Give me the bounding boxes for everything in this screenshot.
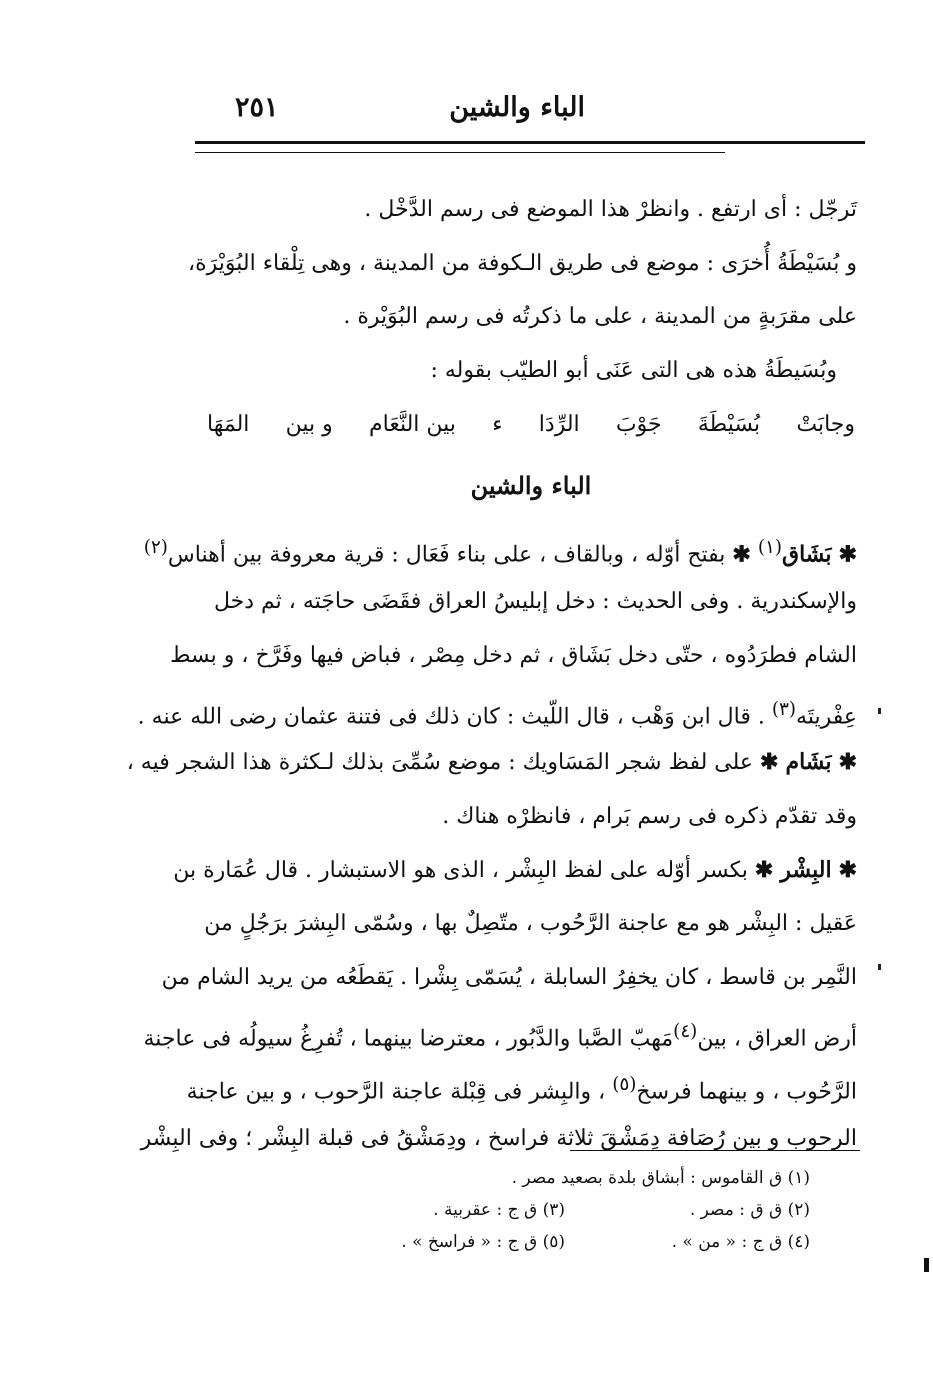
scan-speck <box>878 964 881 970</box>
entry-text: بفتح أوّله ، وبالقاف ، على بناء فَعَال : قرية معروفة بين أهناس <box>167 542 726 568</box>
entry-line <box>173 844 857 898</box>
verse-word: بين النَّعَام <box>369 411 456 437</box>
entry-line: عَقيل : البِشْر هو مع عاجنة الرَّحُوب ، متّصِلٌ بها ، وسُمّى البِشرَ برَجُلٍ من <box>204 911 857 937</box>
entry-headword: بَشَام <box>785 749 832 776</box>
entry-text: الرَّحُوب ، و بينهما فرسخ <box>636 1079 857 1105</box>
text-line: وبُسَيطَةُ هذه هى التى عَنَى أبو الطيّب بقوله : <box>430 358 837 384</box>
footnotes <box>320 1162 810 1258</box>
entry-line: الشام فطرَدُوه ، حتّى دخل بَشَاق ، ثم دخل مِصْر ، فباض فيها وفَرَّخ ، و بسط <box>170 642 857 668</box>
running-title: الباء والشين <box>449 92 585 123</box>
entry-text: أرض العراق ، بين <box>697 1025 857 1051</box>
entry-text: ، والبِشر فى قِبْلة عاجنة الرَّحوب ، و بين عاجنة <box>186 1079 606 1105</box>
entry-star-icon: ✱ <box>732 541 751 568</box>
entry-line <box>137 683 857 737</box>
entry-text: بكسر أوّله على لفظ البِشْر ، الذى هو الاستبشار . قال عُمَارة بن <box>173 857 748 883</box>
running-header <box>195 92 865 140</box>
page-number: ٢٥١ <box>235 92 279 123</box>
entry-line <box>126 736 857 790</box>
scan-speck <box>878 708 881 714</box>
entry-star-icon: ✱ <box>760 749 779 776</box>
footnote: (٥) ق ج : « فراسخ » . <box>401 1232 565 1252</box>
entry-star-icon: ✱ <box>838 856 857 883</box>
entry-line: الرحوب و بين رُصَافة دِمَشْقَ ثلاثة فراسخ ، ودِمَشْقُ فى قبلة البِشْر ؛ وفى البِشْر <box>140 1126 857 1151</box>
entry-line <box>143 521 857 575</box>
verse-word: المَهَا <box>207 411 250 437</box>
entry-headword: البِشْر <box>780 856 832 883</box>
footnote-ref: (٤) <box>673 1020 698 1042</box>
entry-line: النَّمِر بن قاسط ، كان يخفِرُ السابلة ، يُسَمّى بِشْرا . يَقطَعُه من يريد الشام من <box>161 964 857 990</box>
entry-line: والإسكندرية . وفى الحديث : دخل إبليسُ العراق فقَضَى حاجَته ، ثم دخل <box>213 589 857 615</box>
verse-word: الرِّدَا <box>538 411 580 437</box>
entry-text: عِفْريتَه <box>796 703 857 729</box>
header-rule-thin <box>195 152 725 153</box>
entry-text: مَهبّ الصَّبا والدَّبُور ، معترضا بينهما ، تُفرِغُ سيولُه فى عاجنة <box>143 1025 674 1051</box>
entry-text: على لفظ شجر المَسَاويك : موضع سُمِّىَ بذلك لـكثرة هذا الشجر فيه ، <box>126 750 754 776</box>
footnote-rule <box>570 1150 860 1151</box>
entry-star-icon: ✱ <box>838 749 857 776</box>
verse-word: جَوْبَ <box>615 411 662 437</box>
footnote-row <box>320 1226 810 1258</box>
footnote-ref: (٣) <box>771 698 797 720</box>
footnote-row <box>320 1194 810 1226</box>
entry-line: وقد تقدّم ذكره فى رسم بَرام ، فانظرْه هناك . <box>442 803 857 829</box>
footnote: (٤) ق ج : « من » . <box>671 1232 810 1252</box>
verse-separator: ء <box>492 411 503 437</box>
text-line: على مقرَبةٍ من المدينة ، على ما ذكرتُه فى رسم البُوَيْرة . <box>343 304 857 330</box>
verse-word: بُسَيْطَةَ <box>697 411 761 437</box>
poetry-verse <box>205 398 857 452</box>
entry-star-icon: ✱ <box>754 856 774 883</box>
entry-line <box>186 1058 857 1112</box>
footnote-ref: (٥) <box>612 1074 637 1096</box>
verse-word: وجابَتْ <box>796 411 855 437</box>
text-line: و بُسَيْطَةُ أُخرَى : موضع فى طريق الـكوفة من المدينة ، وهى تِلْقاء البُوَيْرَة، <box>188 250 857 276</box>
footnote-ref: (٢) <box>143 537 168 559</box>
footnote: (٣) ق ج : عقربية . <box>433 1200 565 1220</box>
footnote-row <box>320 1162 810 1194</box>
verse-word: و بين <box>285 411 333 437</box>
entry-star-icon: ✱ <box>838 541 857 568</box>
entry-text: . قال ابن وَهْب ، قال اللّيث : كان ذلك فى فتنة عثمان رضى الله عنه . <box>137 703 765 729</box>
footnote: (٢) ق ق : مصر . <box>689 1200 810 1220</box>
scan-mark <box>924 1258 929 1272</box>
footnote-ref: (١) <box>757 537 783 559</box>
section-heading: الباء والشين <box>470 471 592 501</box>
footnote: (١) ق القاموس : أبشاق بلدة بصعيد مصر . <box>511 1168 810 1188</box>
header-rule <box>195 141 865 144</box>
body-text <box>126 183 857 1166</box>
entry-line <box>143 1005 857 1059</box>
text-line: تَرجّل : أى ارتفع . وانظرْ هذا الموضع فى رسم الدَّخْل . <box>364 197 857 222</box>
entry-headword: بَشَاق <box>782 541 832 568</box>
